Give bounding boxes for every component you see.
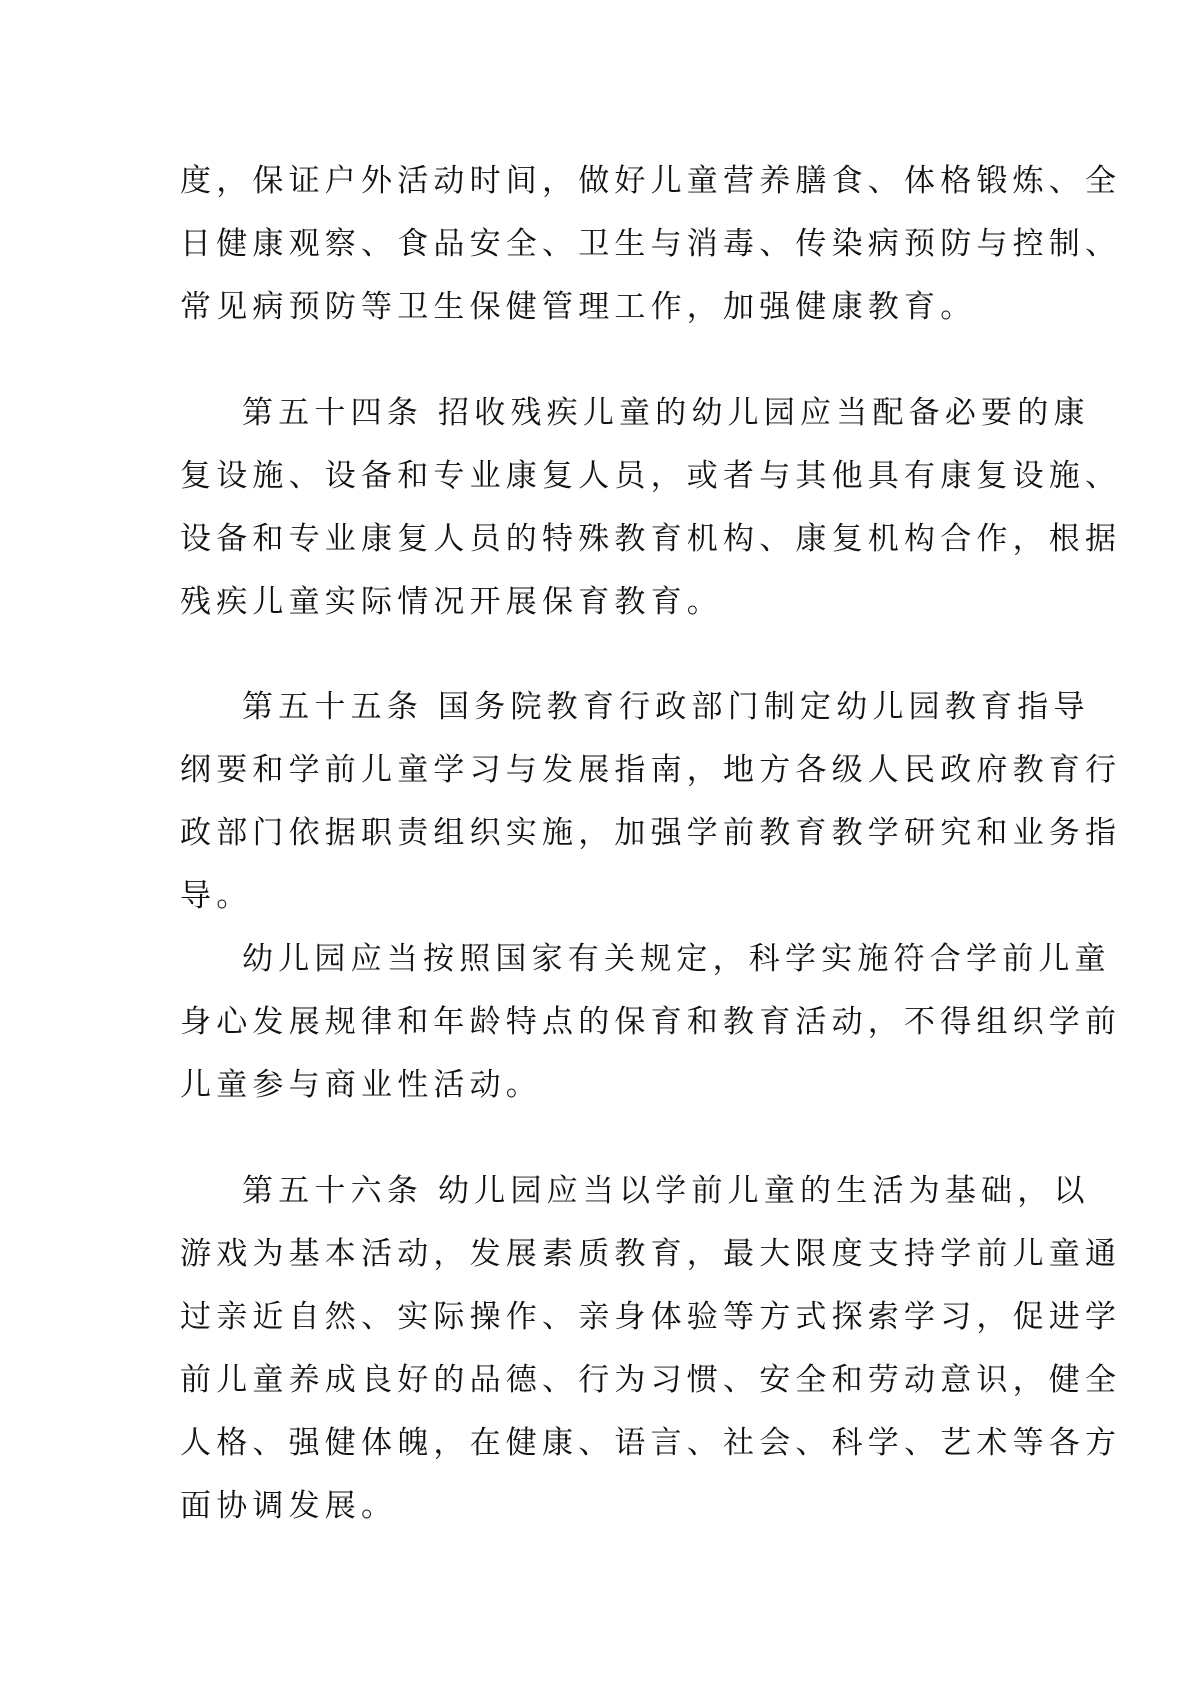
text-line: 日健康观察、食品安全、卫生与消毒、传染病预防与控制、	[180, 226, 1122, 262]
text-line: 游戏为基本活动，发展素质教育，最大限度支持学前儿童通	[180, 1236, 1122, 1272]
text-line: 设备和专业康复人员的特殊教育机构、康复机构合作，根据	[180, 521, 1122, 557]
text-line: 度，保证户外活动时间，做好儿童营养膳食、体格锻炼、全	[180, 163, 1122, 199]
article-first-line: 第五十六条 幼儿园应当以学前儿童的生活为基础，以	[242, 1173, 1090, 1209]
text-line: 复设施、设备和专业康复人员，或者与其他具有康复设施、	[180, 458, 1122, 494]
text-line: 政部门依据职责组织实施，加强学前教育教学研究和业务指	[180, 815, 1122, 851]
text-line: 儿童参与商业性活动。	[180, 1067, 542, 1103]
text-line: 面协调发展。	[180, 1488, 398, 1524]
article-first-line: 第五十五条 国务院教育行政部门制定幼儿园教育指导	[242, 689, 1090, 725]
text-line: 前儿童养成良好的品德、行为习惯、安全和劳动意识，健全	[180, 1362, 1122, 1398]
paragraph-first-line: 幼儿园应当按照国家有关规定，科学实施符合学前儿童	[242, 941, 1111, 977]
text-line: 导。	[180, 878, 253, 914]
text-line: 常见病预防等卫生保健管理工作，加强健康教育。	[180, 289, 977, 325]
text-line: 人格、强健体魄，在健康、语言、社会、科学、艺术等各方	[180, 1425, 1122, 1461]
article-first-line: 第五十四条 招收残疾儿童的幼儿园应当配备必要的康	[242, 395, 1090, 431]
text-line: 纲要和学前儿童学习与发展指南，地方各级人民政府教育行	[180, 752, 1122, 788]
text-line: 身心发展规律和年龄特点的保育和教育活动，不得组织学前	[180, 1004, 1122, 1040]
text-line: 残疾儿童实际情况开展保育教育。	[180, 584, 723, 620]
text-line: 过亲近自然、实际操作、亲身体验等方式探索学习，促进学	[180, 1299, 1122, 1335]
